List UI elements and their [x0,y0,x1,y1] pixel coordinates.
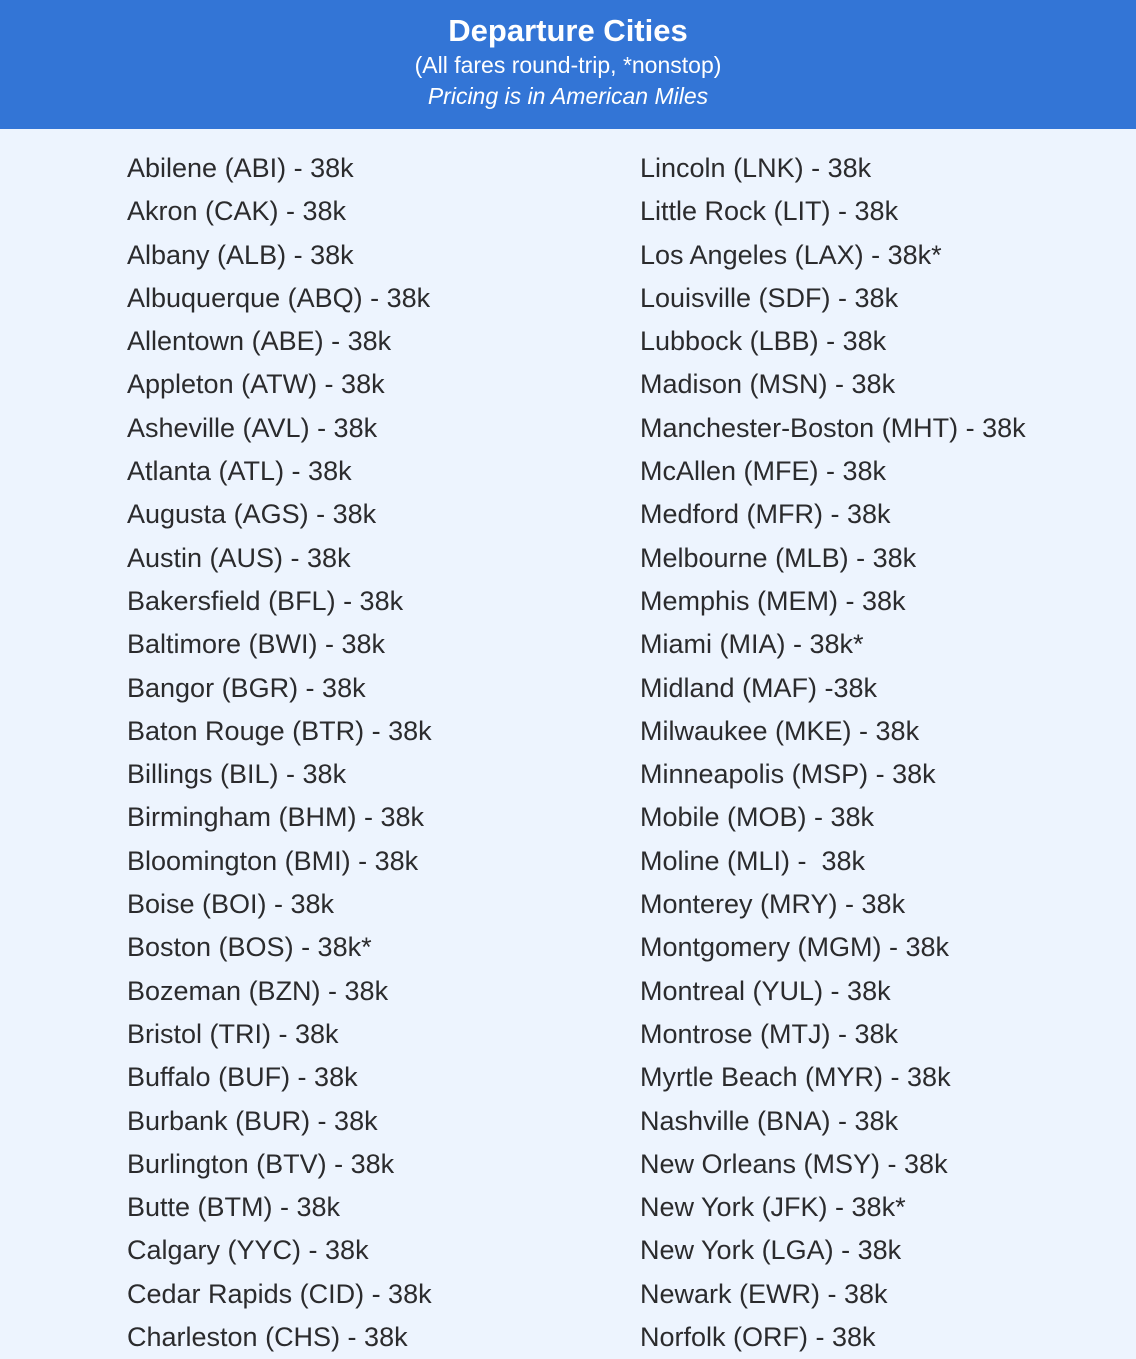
page-title: Departure Cities [448,13,688,48]
city-item: Myrtle Beach (MYR) - 38k [640,1062,951,1093]
city-item: Atlanta (ATL) - 38k [127,456,352,487]
city-item: Allentown (ABE) - 38k [127,326,392,357]
city-item: Austin (AUS) - 38k [127,542,351,573]
city-item: Burlington (BTV) - 38k [127,1148,395,1179]
city-item: Little Rock (LIT) - 38k [640,196,899,227]
city-item: Baton Rouge (BTR) - 38k [127,715,432,746]
city-item: McAllen (MFE) - 38k [640,456,887,487]
city-item: Melbourne (MLB) - 38k [640,542,917,573]
page-subtitle: (All fares round-trip, *nonstop) [414,52,722,78]
city-item: Appleton (ATW) - 38k [127,369,385,400]
city-item: Billings (BIL) - 38k [127,759,347,790]
city-item: Nashville (BNA) - 38k [640,1105,899,1136]
city-item: Buffalo (BUF) - 38k [127,1062,358,1093]
city-item: Baltimore (BWI) - 38k [127,629,386,660]
city-item: Albuquerque (ABQ) - 38k [127,282,431,313]
city-item: Newark (EWR) - 38k [640,1278,888,1309]
city-list-right [640,147,1026,1359]
city-list-left [127,147,432,1359]
city-item: Butte (BTM) - 38k [127,1192,341,1223]
city-item: Bangor (BGR) - 38k [127,672,366,703]
city-item: Montrose (MTJ) - 38k [640,1018,899,1049]
city-item: Montreal (YUL) - 38k [640,975,891,1006]
city-item: Minneapolis (MSP) - 38k [640,759,936,790]
city-item: Norfolk (ORF) - 38k [640,1322,876,1353]
city-item: Medford (MFR) - 38k [640,499,891,530]
city-item: Midland (MAF) -38k [640,672,878,703]
city-item: Cedar Rapids (CID) - 38k [127,1278,432,1309]
pricing-note: Pricing is in American Miles [427,83,709,109]
city-item: Manchester-Boston (MHT) - 38k [640,412,1026,443]
city-item: Madison (MSN) - 38k [640,369,896,400]
city-item: Charleston (CHS) - 38k [127,1322,408,1353]
city-item: Moline (MLI) - 38k [640,845,866,876]
city-item: Miami (MIA) - 38k* [640,629,864,660]
city-item: Akron (CAK) - 38k [127,196,347,227]
city-item: Bozeman (BZN) - 38k [127,975,389,1006]
city-item: Los Angeles (LAX) - 38k* [640,239,942,270]
city-item: Monterey (MRY) - 38k [640,889,906,920]
city-item: Augusta (AGS) - 38k [127,499,377,530]
city-list-container [0,129,1136,1353]
city-item: Boise (BOI) - 38k [127,889,335,920]
page-header [0,0,1136,129]
city-item: Montgomery (MGM) - 38k [640,932,950,963]
city-item: Burbank (BUR) - 38k [127,1105,378,1136]
city-item: Lubbock (LBB) - 38k [640,326,887,357]
city-item: New York (LGA) - 38k [640,1235,902,1266]
city-item: Bristol (TRI) - 38k [127,1018,339,1049]
city-item: Memphis (MEM) - 38k [640,585,906,616]
city-item: Calgary (YYC) - 38k [127,1235,369,1266]
city-item: Lincoln (LNK) - 38k [640,153,872,183]
city-item: Asheville (AVL) - 38k [127,412,378,443]
city-item: Bakersfield (BFL) - 38k [127,585,404,616]
city-item: Louisville (SDF) - 38k [640,282,899,313]
city-item: Albany (ALB) - 38k [127,239,354,270]
city-item: New York (JFK) - 38k* [640,1192,906,1223]
city-item: New Orleans (MSY) - 38k [640,1148,948,1179]
city-item: Mobile (MOB) - 38k [640,802,875,833]
city-item: Milwaukee (MKE) - 38k [640,715,920,746]
city-item: Bloomington (BMI) - 38k [127,845,419,876]
city-item: Boston (BOS) - 38k* [127,932,372,963]
city-item: Birmingham (BHM) - 38k [127,802,425,833]
city-item: Abilene (ABI) - 38k [127,153,354,183]
